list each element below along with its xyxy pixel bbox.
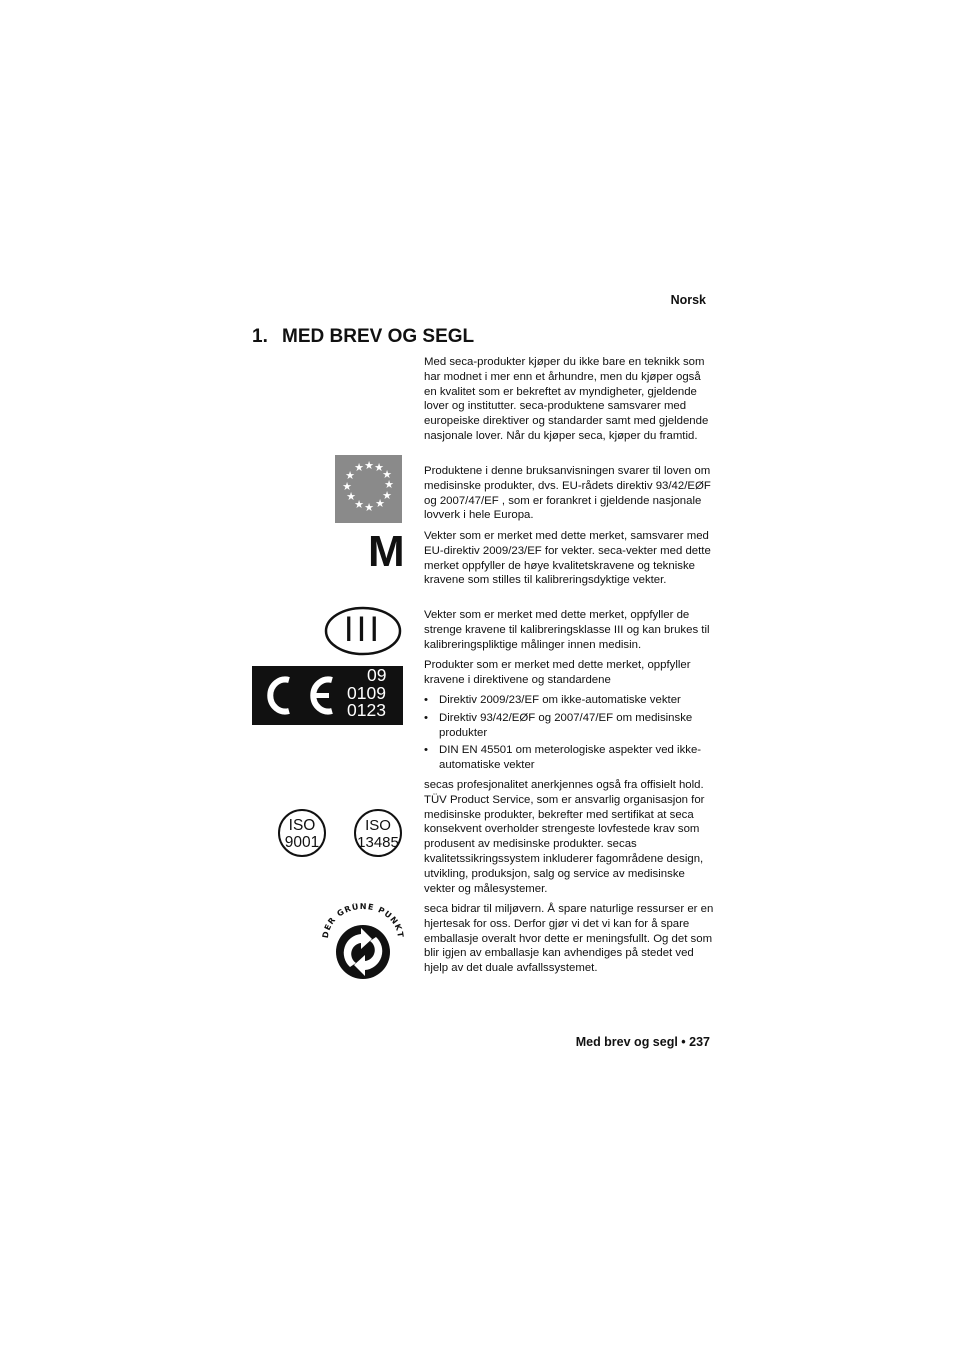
svg-text:★: ★ [354, 461, 364, 474]
intro-paragraph: Med seca-produkter kjøper du ikke bare en teknikk som har modnet i mer enn et århundre, men du kjøper også en kvalitet som er bekreftet av myndigheter, gjeldende lover og institutter. seca-produktene samsvarer med europeiske direktiver og standarder samt med gjeldende nasjonale lover. Når du kjøper seca, kjøper du framtid. [424, 356, 709, 442]
class-three-text: III [343, 610, 383, 649]
svg-text:★: ★ [346, 490, 356, 503]
iso-13485-logo [354, 809, 402, 857]
svg-text:★: ★ [364, 459, 374, 472]
svg-text:★: ★ [342, 480, 352, 493]
green-dot-text: DER GRÜNE PUNKT [320, 903, 406, 939]
class3-paragraph: Vekter som er merket med dette merket, oppfyller de strenge kravene til kalibreringsklasse III og kan brukes til kalibreringspliktige målinger innen medisin. [424, 609, 710, 651]
language-label: Norsk [670, 293, 706, 307]
list-item [424, 743, 716, 773]
green-dot-logo [320, 903, 406, 981]
list-item [424, 711, 716, 741]
ce-paragraph: Produkter som er merket med dette merket, oppfyller kravene i direktivene og standardene [424, 659, 691, 686]
section-heading [252, 326, 474, 348]
directive-list [424, 693, 716, 776]
ce-number: 0123 [347, 700, 386, 720]
list-item [424, 693, 716, 708]
list-item-text: DIN EN 45501 om meterologiske aspekter ved ikke-automatiske vekter [439, 744, 702, 772]
bullet: • [424, 711, 428, 724]
svg-text:★: ★ [345, 469, 355, 482]
bullet: • [424, 744, 428, 757]
section-number: 1. [252, 326, 268, 347]
list-item-text: Direktiv 93/42/EØF og 2007/47/EF om medisinske produkter [439, 711, 693, 739]
list-item-text: Direktiv 2009/23/EF om ikke-automatiske vekter [439, 694, 681, 706]
ce-numbers [347, 667, 397, 720]
m-mark-logo: M [368, 527, 405, 576]
section-title: MED BREV OG SEGL [282, 326, 475, 347]
iso-label: ISO [288, 817, 316, 834]
iso-number: 9001 [284, 834, 320, 851]
svg-text:★: ★ [364, 501, 374, 514]
svg-text:★: ★ [374, 461, 384, 474]
eu-paragraph: Produktene i denne bruksanvisningen svarer til loven om medisinske produkter, dvs. EU-rådets direktiv 93/42/EØF og 2007/47/EF , som er forankret i gjeldende nasjonale lovverk i hele Europa. [424, 465, 711, 522]
iso-paragraph: secas profesjonalitet anerkjennes også fra offisielt hold. TÜV Product Service, som er ansvarlig organisasjon for medisinske produkter, bekrefter med sertifikat at seca konsekvent overholder strengeste lovfestede krav som produsent av medisinske produkter. secas kvalitetssikringssystem inkluderer fagområdene design, utvikling, produksjon, salg og service av medisinske vekter og målesystemer. [424, 779, 705, 895]
svg-text:★: ★ [384, 478, 394, 491]
svg-text:★: ★ [382, 468, 392, 481]
svg-text:★: ★ [382, 489, 392, 502]
svg-text:★: ★ [354, 498, 364, 511]
ce-number: 09 [367, 665, 387, 685]
ce-mark-logo [252, 666, 403, 725]
class-three-logo [324, 606, 402, 656]
svg-text:★: ★ [375, 497, 385, 510]
eu-flag-icon [335, 455, 402, 523]
bullet: • [424, 694, 428, 706]
iso-number: 13485 [357, 834, 399, 851]
iso-label: ISO [365, 817, 391, 834]
m-paragraph: Vekter som er merket med dette merket, samsvarer med EU-direktiv 2009/23/EF for vekter. seca-vekter med dette merket oppfyller de høye kvalitetskravene og tekniske kravene som stilles til kalibreringsdyktige vekter. [424, 530, 711, 587]
green-paragraph: seca bidrar til miljøvern. Å spare naturlige ressurser er en hjertesak for oss. Derfor gjør vi det vi kan for å spare emballasje overalt hvor dette er meningsfullt. Og det som blir igjen av emballasje kan avhendiges på stedet ved hjelp av det duale avfallssystemet. [424, 903, 714, 975]
ce-number: 0109 [347, 682, 386, 703]
page-footer: Med brev og segl • 237 [575, 1035, 710, 1049]
iso-9001-logo [278, 809, 326, 857]
